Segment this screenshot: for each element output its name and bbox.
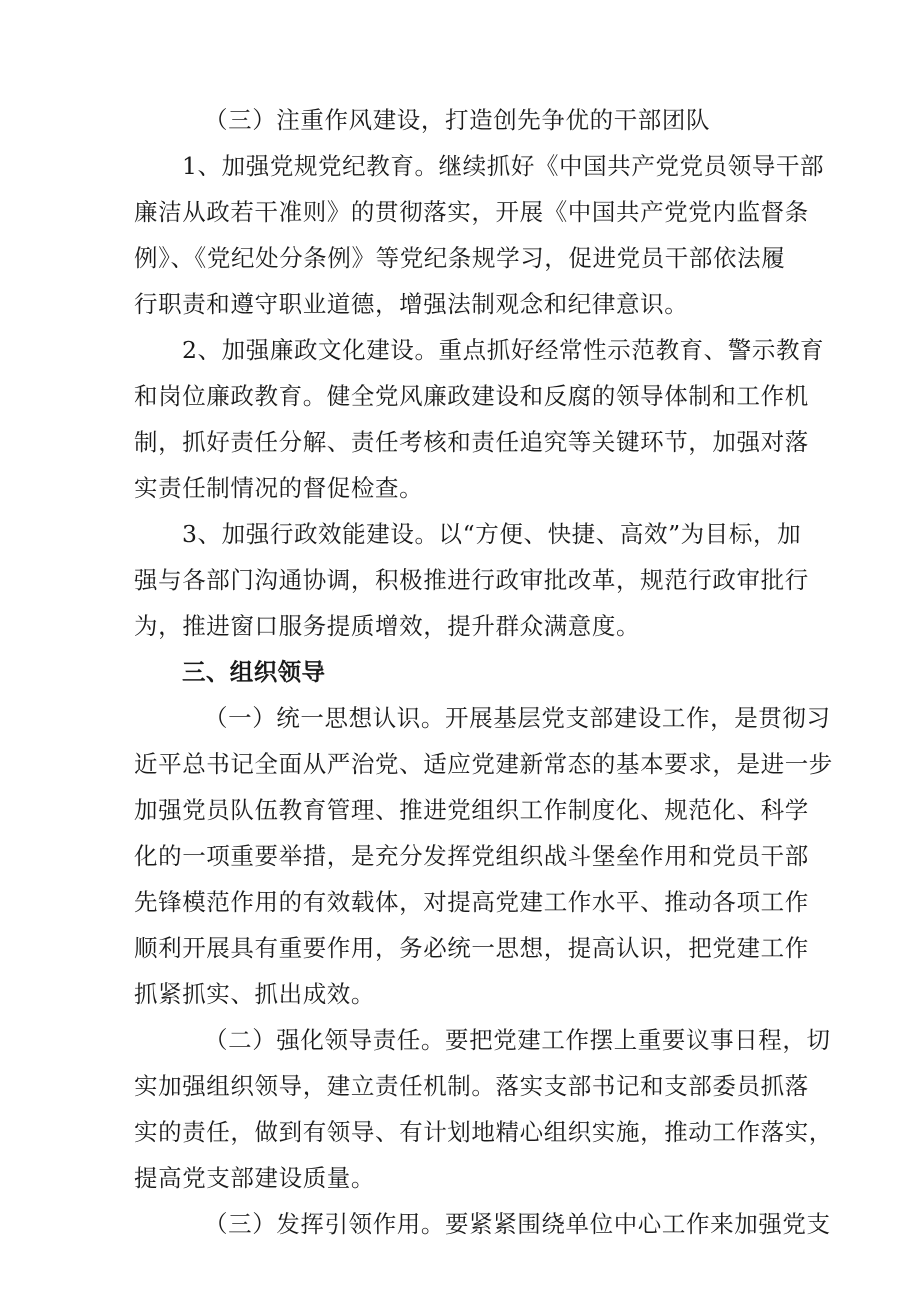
text-line: 近平总书记全面从严治党、适应党建新常态的基本要求，是进一步 xyxy=(134,750,833,778)
text-line: 抓紧抓实、抓出成效。 xyxy=(134,980,375,1008)
text-line: （三）发挥引领作用。要紧紧围绕单位中心工作来加强党支 xyxy=(204,1210,831,1238)
paragraph-leadership-responsibility xyxy=(134,1024,833,1208)
paragraph-leading-role xyxy=(134,1208,831,1254)
text-line: 化的一项重要举措，是充分发挥党组织战斗堡垒作用和党员干部 xyxy=(134,842,809,870)
text-line: 强与各部门沟通协调，积极推进行政审批改革，规范行政审批行 xyxy=(134,566,809,594)
text-line: 3、加强行政效能建设。以“方便、快捷、高效”为目标，加 xyxy=(182,520,802,548)
text-line: 顺利开展具有重要作用，务必统一思想，提高认识，把党建工作 xyxy=(134,934,809,962)
paragraph-unify-thinking xyxy=(134,702,833,1024)
text-line: 实加强组织领导，建立责任机制。落实支部书记和支部委员抓落 xyxy=(134,1072,809,1100)
text-line: 行职责和遵守职业道德，增强法制观念和纪律意识。 xyxy=(134,290,689,318)
text-line: 例》、《党纪处分条例》等党纪条规学习，促进党员干部依法履 xyxy=(134,244,786,272)
text-line: 廉洁从政若干准则》的贯彻落实，开展《中国共产党党内监督条 xyxy=(134,198,809,226)
text-line: 制，抓好责任分解、责任考核和责任追究等关键环节，加强对落 xyxy=(134,428,809,456)
section-title: （三）注重作风建设，打造创先争优的干部团队 xyxy=(204,106,711,134)
text-line: 实责任制情况的督促检查。 xyxy=(134,474,424,502)
text-line: （二）强化领导责任。要把党建工作摆上重要议事日程，切 xyxy=(204,1026,831,1054)
paragraph-item-3 xyxy=(134,518,809,656)
text-line: （一）统一思想认识。开展基层党支部建设工作，是贯彻习 xyxy=(204,704,831,732)
text-line: 先锋模范作用的有效载体，对提高党建工作水平、推动各项工作 xyxy=(134,888,809,916)
paragraph-item-2 xyxy=(134,334,825,518)
text-line: 1、加强党规党纪教育。继续抓好《中国共产党党员领导干部 xyxy=(182,152,825,180)
section-heading: 三、组织领导 xyxy=(182,658,326,686)
text-line: 和岗位廉政教育。健全党风廉政建设和反腐的领导体制和工作机 xyxy=(134,382,809,410)
text-line: 提高党支部建设质量。 xyxy=(134,1164,375,1192)
text-line: 为，推进窗口服务提质增效，提升群众满意度。 xyxy=(134,612,641,640)
text-line: 2、加强廉政文化建设。重点抓好经常性示范教育、警示教育 xyxy=(182,336,825,364)
text-line: 加强党员队伍教育管理、推进党组织工作制度化、规范化、科学 xyxy=(134,796,809,824)
paragraph-item-1 xyxy=(134,150,825,334)
text-line: 实的责任，做到有领导、有计划地精心组织实施，推动工作落实， xyxy=(134,1118,833,1146)
